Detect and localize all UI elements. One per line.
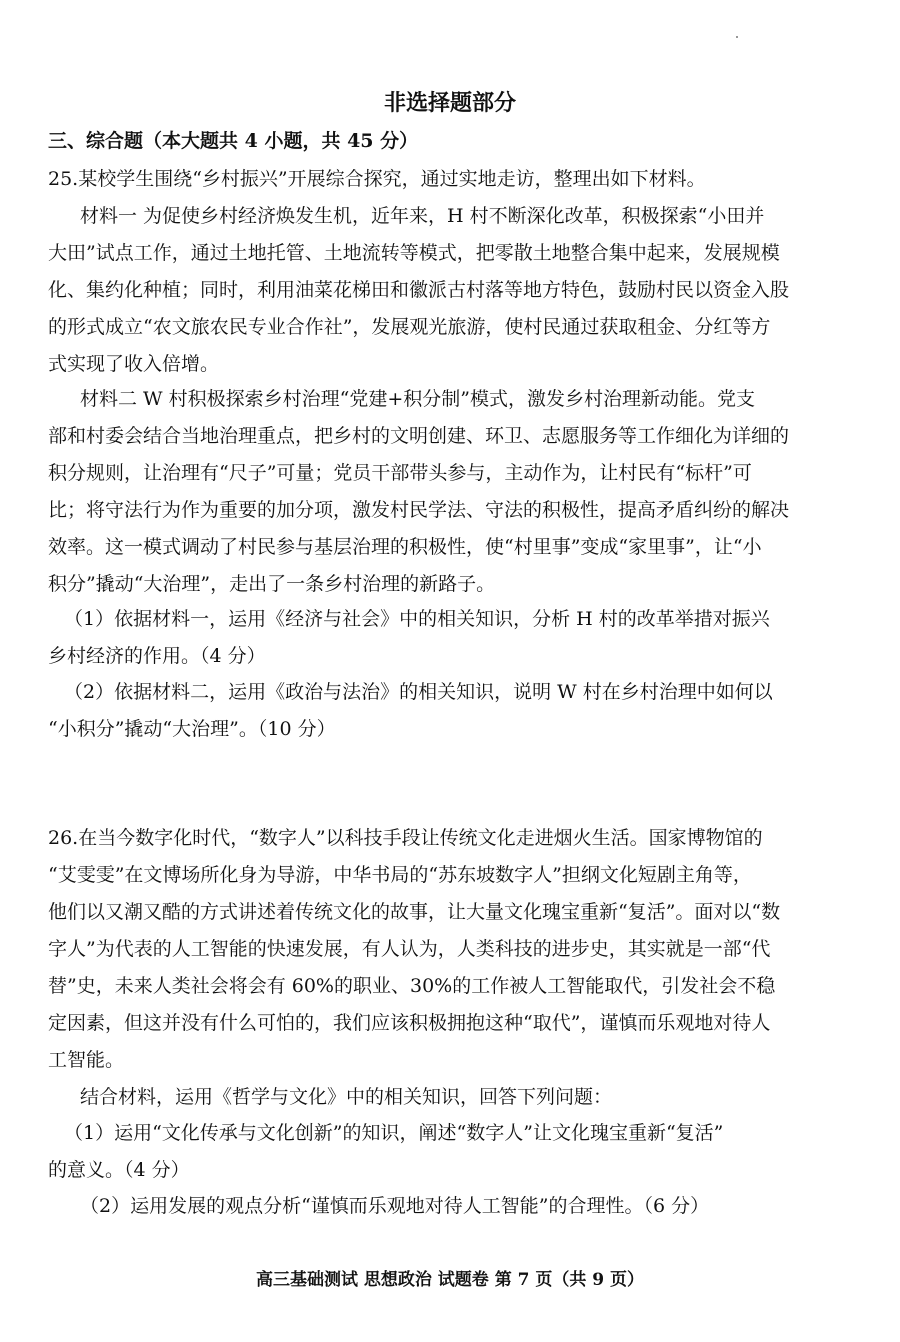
- q25-material1-line: 化、集约化种植；同时，利用油菜花梯田和徽派古村落等地方特色，鼓励村民以资金入股: [48, 279, 790, 301]
- q25-material2-line: 效率。这一模式调动了村民参与基层治理的积极性，使“村里事”变成“家里事”，让“小: [48, 536, 762, 558]
- q25-material2-line: 材料二 W 村积极探索乡村治理“党建+积分制”模式，激发乡村治理新动能。党支: [80, 388, 755, 410]
- q25-material2-line: 积分规则，让治理有“尺子”可量；党员干部带头参与，主动作为，让村民有“标杆”可: [48, 462, 752, 484]
- q26-stem-line: 他们以又潮又酷的方式讲述着传统文化的故事，让大量文化瑰宝重新“复活”。面对以“数: [48, 901, 781, 923]
- q25-material1-line: 式实现了收入倍增。: [48, 353, 220, 375]
- q26-subquestion-1: （1）运用“文化传承与文化创新”的知识，阐述“数字人”让文化瑰宝重新“复活”: [64, 1122, 724, 1144]
- q26-subquestion-1: 的意义。（4 分）: [48, 1159, 190, 1181]
- q26-stem-line: 26.在当今数字化时代，“数字人”以科技手段让传统文化走进烟火生活。国家博物馆的: [48, 827, 763, 849]
- q26-stem-line: 工智能。: [48, 1049, 125, 1071]
- q26-stem-line: 替”史，未来人类社会将会有 60%的职业、30%的工作被人工智能取代，引发社会不稳: [48, 975, 776, 997]
- q25-material1-line: 的形式成立“农文旅农民专业合作社”，发展观光旅游，使村民通过获取租金、分红等方: [48, 316, 771, 338]
- q25-subquestion-1: （1）依据材料一，运用《经济与社会》中的相关知识，分析 H 村的改革举措对振兴: [64, 608, 770, 630]
- q25-material1-line: 材料一 为促使乡村经济焕发生机，近年来，H 村不断深化改革，积极探索“小田并: [80, 205, 765, 227]
- q25-subquestion-2: （2）依据材料二，运用《政治与法治》的相关知识，说明 W 村在乡村治理中如何以: [64, 681, 773, 703]
- q25-material2-line: 积分”撬动“大治理”，走出了一条乡村治理的新路子。: [48, 573, 496, 595]
- q25-subquestion-2: “小积分”撬动“大治理”。（10 分）: [48, 718, 336, 740]
- q25-subquestion-1: 乡村经济的作用。（4 分）: [48, 645, 266, 667]
- part-heading: 三、综合题（本大题共 4 小题，共 45 分）: [48, 130, 419, 152]
- q25-material2-line: 部和村委会结合当地治理重点，把乡村的文明创建、环卫、志愿服务等工作细化为详细的: [48, 425, 790, 447]
- q26-subquestion-2: （2）运用发展的观点分析“谨慎而乐观地对待人工智能”的合理性。（6 分）: [80, 1195, 710, 1217]
- page-footer: 高三基础测试 思想政治 试题卷 第 7 页（共 9 页）: [255, 1270, 645, 1290]
- q26-stem-line: 字人”为代表的人工智能的快速发展，有人认为，人类科技的进步史，其实就是一部“代: [48, 938, 771, 960]
- q26-stem-line: “艾雯雯”在文博场所化身为导游，中华书局的“苏东坡数字人”担纲文化短剧主角等，: [48, 864, 752, 886]
- q25-intro: 25.某校学生围绕“乡村振兴”开展综合探究，通过实地走访，整理出如下材料。: [48, 168, 706, 190]
- q26-instruction: 结合材料，运用《哲学与文化》中的相关知识，回答下列问题：: [80, 1086, 613, 1108]
- scan-speck: [736, 36, 738, 38]
- q25-material2-line: 比；将守法行为作为重要的加分项，激发村民学法、守法的积极性，提高矛盾纠纷的解决: [48, 499, 790, 521]
- q26-stem-line: 定因素，但这并没有什么可怕的，我们应该积极拥抱这种“取代”，谨慎而乐观地对待人: [48, 1012, 771, 1034]
- q25-material1-line: 大田”试点工作，通过土地托管、土地流转等模式，把零散土地整合集中起来，发展规模: [48, 242, 780, 264]
- section-title: 非选择题部分: [383, 90, 516, 116]
